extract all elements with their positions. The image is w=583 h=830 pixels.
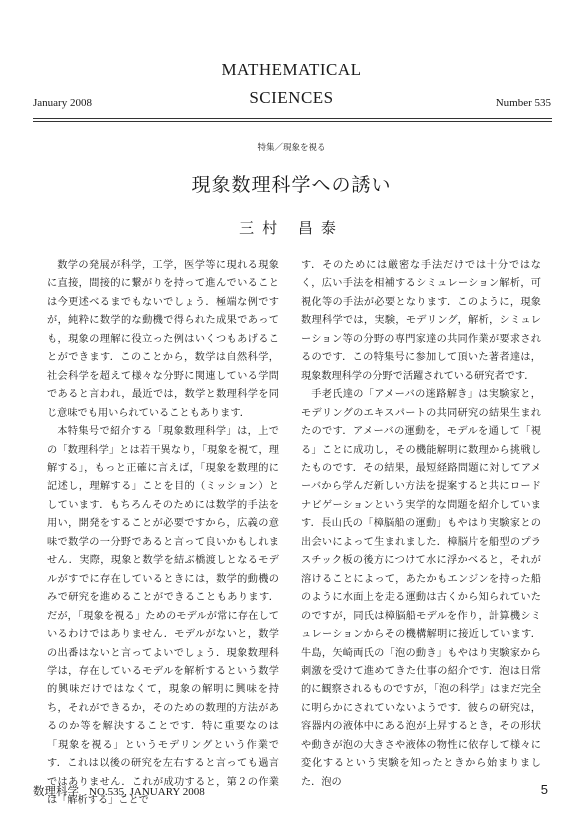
masthead-line2: SCIENCES [249, 88, 334, 107]
footer-issue-info: NO.535, JANUARY 2008 [89, 786, 205, 798]
section-label: 特集／現象を視る [257, 143, 326, 153]
header-rule [33, 118, 552, 119]
article-author: 三村 昌泰 [239, 219, 344, 237]
paragraph: 数学の発展が科学，工学，医学等に現れる現象に直接，間接的に繋がりを持って進んでいることは今更述べるまでもないでしょう．極端な例ですが，純粋に数学的な動機で得られた成果であっても，現象の理解に役立った例はいくつもあげることができます．このことから，数学は自然科学，社会科学を超えて様々な分野に関連している学問であると言われ，最近では，数学と数理科学を同じ意味でも用いられていることもあります． [47, 260, 279, 419]
paragraph: 手老氏達の「アメーバの迷路解き」は実験家と，モデリングのエキスパートの共同研究の結果生まれたのです．アメーバの運動を，モデルを通して「視る」ことに成功し，その機能解明に数理から挑戦したものです．その結果，最短経路問題に対してアメーバから学んだ新しい方法を提案すると共にロードナビゲーションという実学的な問題を紹介しています．長山氏の「樟脳船の運動」もやはり実験家との出会いによって生まれました．樟脳片を船型のプラスチック板の後方につけて水に浮かべると，それが溶けることによって，あたかもエンジンを持った船のように水面上を走る運動は古くから知られていたのですが，同氏は樟脳船モデルを作り，計算機シミュレーションからその機構解明に接近しています．牛島，矢崎両氏の「泡の動き」もやはり実験家から刺激を受けて進めてきた仕事の紹介です．泡は日常的に観察されるものですが，「泡の科学」はまだ完全に明らかにされていないようです．彼らの研究は，容器内の液体中にある泡が上昇するとき，その形状や動きが泡の大きさや液体の物性に依存して様々に変化するという実験を知ったときから始まりました．泡の [301, 389, 541, 788]
page-number: 5 [540, 782, 548, 797]
paragraph: 本特集号で紹介する「現象数理科学」は，上での「数理科学」とは若干異なり，「現象を視て，理解する」，もっと正確に言えば，「現象を数理的に記述し，理解する」ことを目的（ミッション）としています．もちろんそのためには数学的手法を用い，開発をすることが必要ですから，広義の意味で数学の一分野であると言って良いかもしれません．実際，現象と数学を結ぶ橋渡しとなるモデルがすでに存在しているときには，数学的動機のみで研究を進めることができることもあります．だが，「現象を視る」ためのモデルが常に存在しているわけではありません．モデルがないと，数学の出番はないと言ってよいでしょう．現象数理科学は，存在しているモデルを解析するという数学的興味だけではなくて，現象の解明に興味を持ち，それができるか，そのための数理的方法があるのか等を解決することです．特に重要なのは「現象を視る」というモデリングという作業です．これは以後の研究を左右すると言っても過言ではありません．これが成功すると，第２の作業は「解析する」ことで [47, 426, 279, 807]
footer-journal-name: 数理科学 [33, 784, 79, 798]
footer-journal [33, 783, 205, 799]
paragraph: す．そのためには厳密な手法だけでは十分ではなく，広い手法を相補するシミュレーション解析，可視化等の手法が必要となります．このように，現象数理科学では，実験，モデリング，解析，シミュレーション等の分野の専門家達の共同作業が要求されるのです．この特集号に参加して頂いた著者達は，現象数理科学の分野で活躍されている研究者です． [301, 260, 541, 382]
header-issue: Number 535 [495, 97, 551, 109]
article-title: 現象数理科学への誘い [191, 174, 392, 196]
masthead-line1: MATHEMATICAL [221, 60, 362, 79]
header-date: January 2008 [33, 97, 92, 109]
body-column-right [301, 257, 541, 792]
header-rule-thin [33, 121, 552, 122]
body-column-left [47, 257, 279, 811]
